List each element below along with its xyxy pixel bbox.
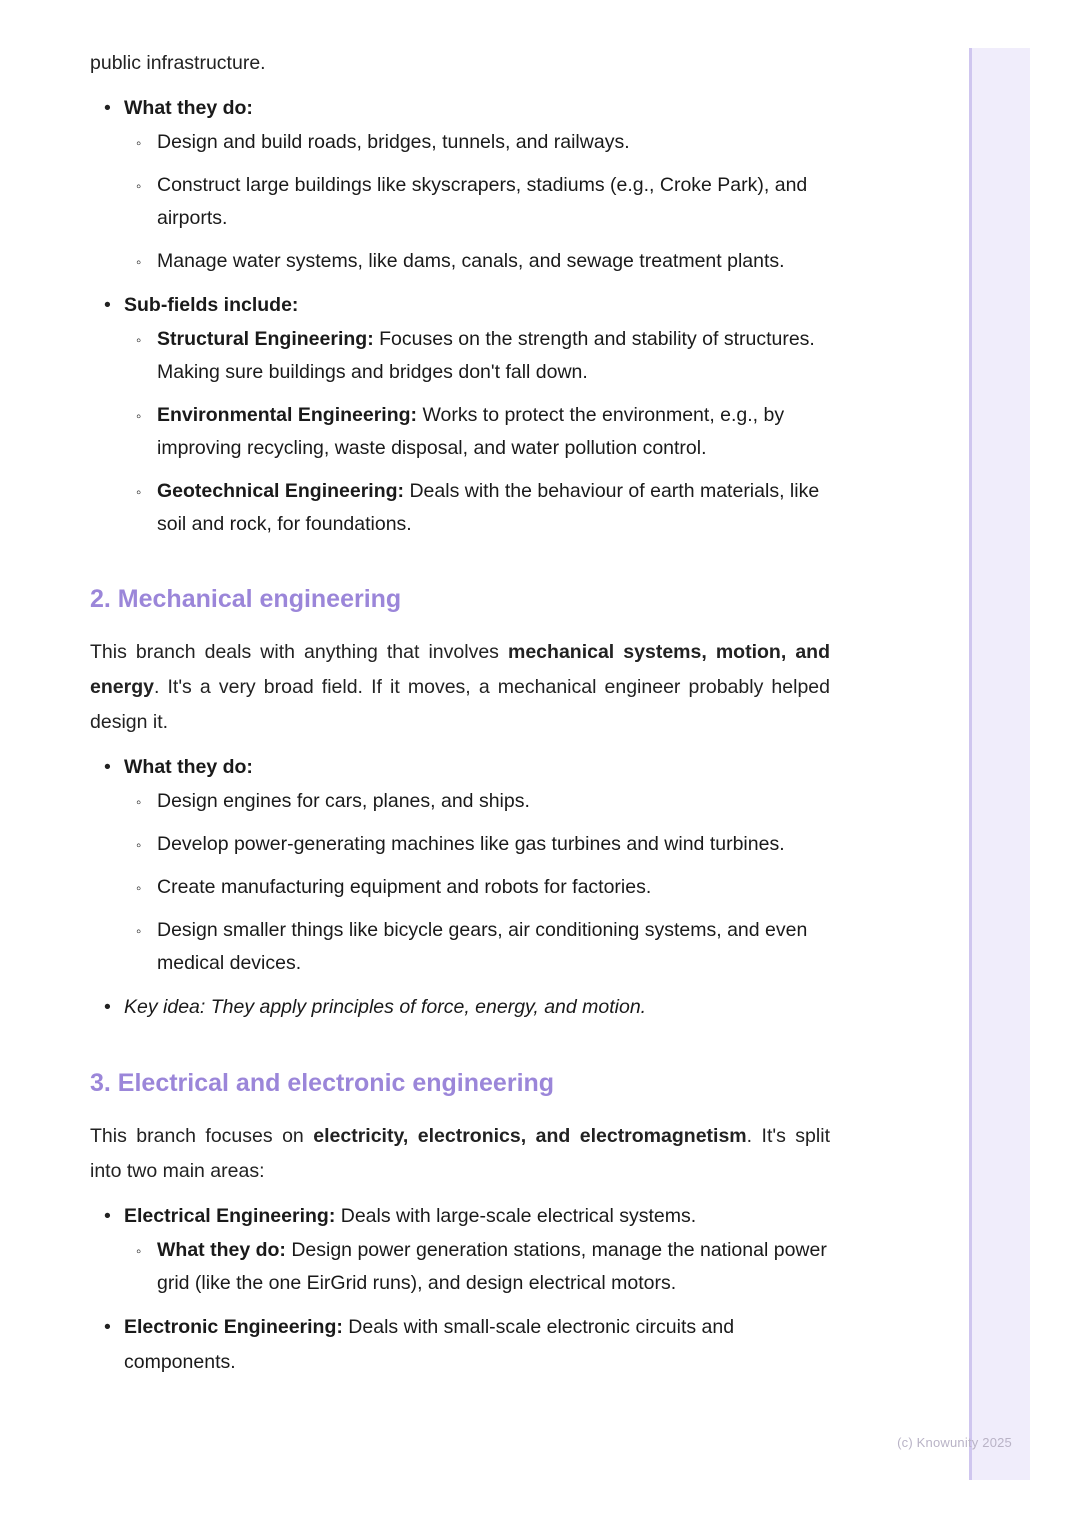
bullet-icon: • — [104, 756, 111, 778]
list-item-key-idea — [90, 990, 830, 1025]
term-environmental-desc: Works to protect the environment, e.g., by improving recycling, waste disposal, and water pollution control. — [157, 404, 785, 459]
electrical-intro-part1: This branch focuses on — [90, 1125, 314, 1147]
section-heading-mechanical: 2. Mechanical engineering — [90, 585, 402, 613]
term-geotechnical-desc: Deals with the behaviour of earth materials, like soil and rock, for foundations. — [157, 480, 820, 535]
what-they-do-label: What they do: — [124, 97, 253, 119]
list-item-text: Design engines for cars, planes, and ships. — [157, 790, 530, 812]
sub-bullet-icon: ◦ — [136, 923, 142, 940]
list-item — [90, 1199, 830, 1300]
term-electrical-desc: Deals with large-scale electrical systems. — [335, 1205, 697, 1227]
list-item-text: Manage water systems, like dams, canals, and sewage treatment plants. — [157, 250, 785, 272]
sub-bullet-icon: ◦ — [136, 1243, 142, 1260]
what-they-do-label: What they do: — [124, 756, 253, 778]
list-item — [124, 871, 830, 904]
mechanical-what-they-do-sublist — [124, 785, 830, 980]
term-structural: Structural Engineering: — [157, 328, 374, 350]
bullet-icon: • — [104, 996, 111, 1018]
what-they-do-label: What they do: — [157, 1239, 286, 1261]
mechanical-intro-part1: This branch deals with anything that involves — [90, 641, 508, 663]
sub-bullet-icon: ◦ — [136, 880, 142, 897]
term-electrical-engineering: Electrical Engineering: — [124, 1205, 336, 1227]
electrical-intro-part2: . It's split into two main areas: — [90, 1125, 830, 1182]
electrical-intro-paragraph — [90, 1119, 830, 1189]
civil-what-they-do-sublist — [124, 126, 830, 278]
list-item — [124, 169, 830, 235]
list-item — [124, 1234, 830, 1300]
sub-bullet-icon: ◦ — [136, 332, 142, 349]
list-item-text: Develop power-generating machines like gas turbines and wind turbines. — [157, 833, 785, 855]
continued-paragraph: public infrastructure. — [90, 52, 266, 74]
bullet-icon: • — [104, 1316, 111, 1338]
sub-bullet-icon: ◦ — [136, 794, 142, 811]
civil-subfields-sublist — [124, 323, 830, 541]
list-item — [90, 288, 830, 541]
electrical-sublist — [124, 1234, 830, 1300]
list-item-text: Design and build roads, bridges, tunnels, and railways. — [157, 131, 630, 153]
term-electronic-desc: Deals with small-scale electronic circuits and components. — [124, 1316, 735, 1373]
sub-bullet-icon: ◦ — [136, 837, 142, 854]
list-item — [124, 475, 830, 541]
subfields-label: Sub-fields include: — [124, 294, 299, 316]
list-item — [124, 828, 830, 861]
list-item — [90, 750, 830, 980]
list-item — [90, 1310, 830, 1380]
mechanical-list — [90, 750, 830, 1025]
sub-bullet-icon: ◦ — [136, 254, 142, 271]
mechanical-intro-part2: . It's a very broad field. If it moves, a mechanical engineer probably helped design it. — [90, 676, 830, 733]
list-item — [124, 399, 830, 465]
bullet-icon: • — [104, 97, 111, 119]
bullet-icon: • — [104, 1205, 111, 1227]
sub-bullet-icon: ◦ — [136, 178, 142, 195]
civil-engineering-list — [90, 91, 830, 541]
list-item-text: Design power generation stations, manage the national power grid (like the one EirGrid runs), and design electrical motors. — [157, 1239, 827, 1294]
term-geotechnical: Geotechnical Engineering: — [157, 480, 405, 502]
mechanical-intro-paragraph — [90, 635, 830, 740]
term-environmental: Environmental Engineering: — [157, 404, 418, 426]
term-structural-desc: Focuses on the strength and stability of structures. Making sure buildings and bridges don't fall down. — [157, 328, 815, 383]
decorative-side-band — [969, 48, 1030, 1480]
sub-bullet-icon: ◦ — [136, 135, 142, 152]
document-content — [90, 46, 830, 1382]
sub-bullet-icon: ◦ — [136, 484, 142, 501]
list-item — [124, 914, 830, 980]
electrical-intro-bold: electricity, electronics, and electromagnetism — [313, 1125, 747, 1147]
list-item — [124, 785, 830, 818]
mechanical-intro-bold: mechanical systems, motion, and energy — [90, 641, 830, 698]
list-item-text: Design smaller things like bicycle gears, air conditioning systems, and even medical devices. — [157, 919, 808, 974]
bullet-icon: • — [104, 294, 111, 316]
sub-bullet-icon: ◦ — [136, 408, 142, 425]
electrical-list — [90, 1199, 830, 1380]
list-item — [124, 126, 830, 159]
key-idea-text: Key idea: They apply principles of force, energy, and motion. — [124, 996, 647, 1018]
term-electronic-engineering: Electronic Engineering: — [124, 1316, 343, 1338]
list-item — [124, 245, 830, 278]
list-item-text: Create manufacturing equipment and robots for factories. — [157, 876, 652, 898]
copyright-footer: (c) Knowunity 2025 — [897, 1435, 1012, 1450]
list-item-text: Construct large buildings like skyscrapers, stadiums (e.g., Croke Park), and airports. — [157, 174, 808, 229]
list-item — [90, 91, 830, 278]
list-item — [124, 323, 830, 389]
section-heading-electrical: 3. Electrical and electronic engineering — [90, 1069, 555, 1097]
